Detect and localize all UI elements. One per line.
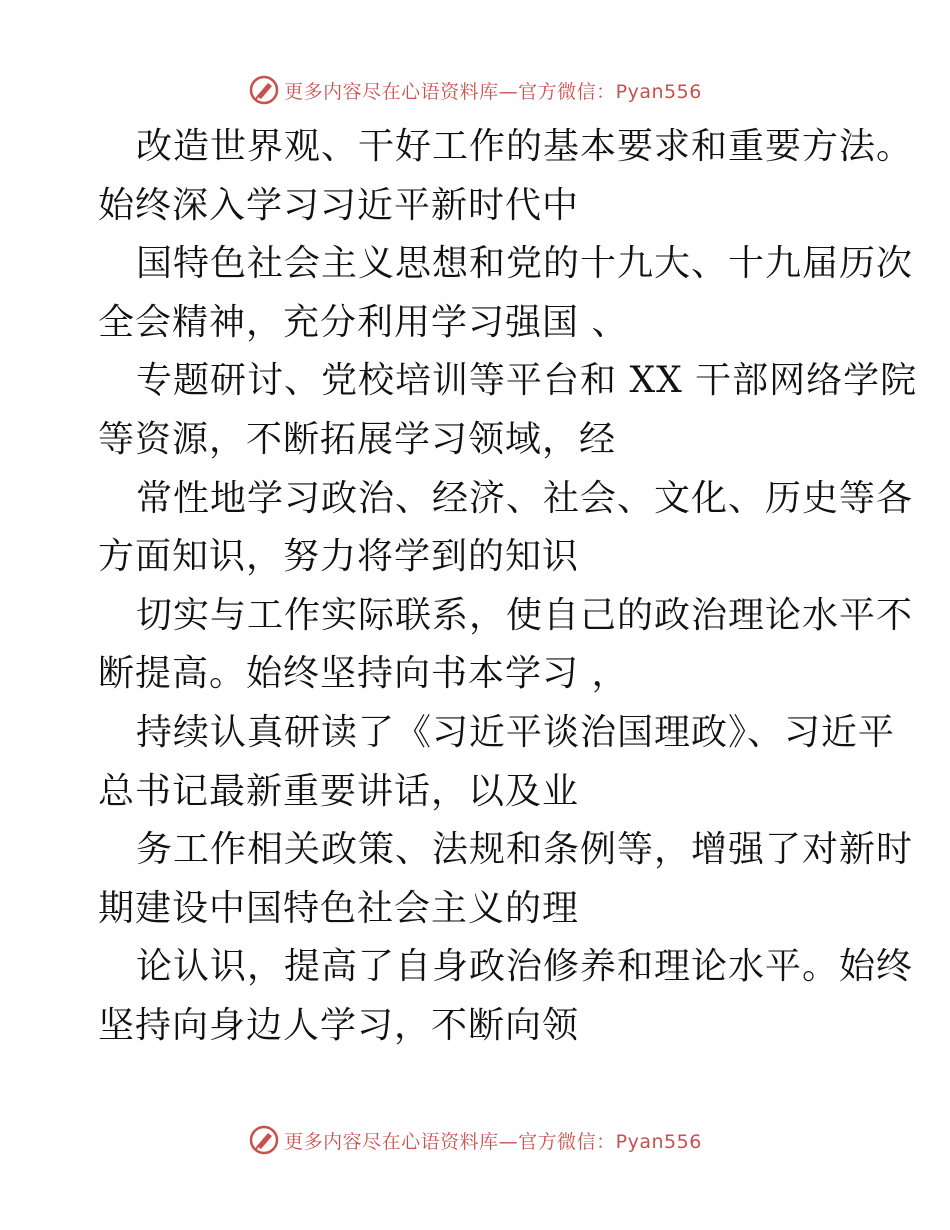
- text-line: 总书记最新重要讲话，以及业: [98, 770, 580, 812]
- quill-pen-logo-icon: [248, 1124, 280, 1156]
- quill-pen-logo-icon: [248, 74, 280, 106]
- footer-watermark-banner: [0, 1118, 950, 1162]
- header-watermark-text: 更多内容尽在心语资料库—官方微信：Pyan556: [284, 80, 702, 103]
- footer-watermark-text: 更多内容尽在心语资料库—官方微信：Pyan556: [284, 1130, 702, 1153]
- text-line: 持续认真研读了《习近平谈治国理政》、习近平: [136, 711, 896, 753]
- text-line: 常性地学习政治、经济、社会、文化、历史等各: [136, 477, 914, 519]
- text-line: 始终深入学习习近平新时代中: [98, 184, 580, 226]
- document-body: [98, 118, 918, 1056]
- text-line: 全会精神，充分利用学习强国 、: [98, 301, 629, 343]
- text-line: 方面知识，努力将学到的知识: [98, 536, 580, 578]
- text-line: 改造世界观、干好工作的基本要求和重要方法。: [136, 126, 914, 167]
- text-line: 国特色社会主义思想和党的十九大、十九届历次: [136, 243, 914, 285]
- text-line: 论认识，提高了自身政治修养和理论水平。始终: [136, 946, 914, 988]
- header-watermark-banner: [0, 68, 950, 112]
- text-line: 坚持向身边人学习，不断向领: [98, 1004, 580, 1046]
- text-line: 切实与工作实际联系，使自己的政治理论水平不: [136, 594, 914, 636]
- text-line: 断提高。始终坚持向书本学习 ，: [98, 653, 629, 695]
- text-line: 期建设中国特色社会主义的理: [98, 887, 580, 929]
- text-line: 专题研讨、党校培训等平台和 XX 干部网络学院: [136, 360, 918, 402]
- text-line: 等资源，不断拓展学习领域，经: [98, 418, 617, 460]
- text-line: 务工作相关政策、法规和条例等，增强了对新时: [136, 829, 914, 871]
